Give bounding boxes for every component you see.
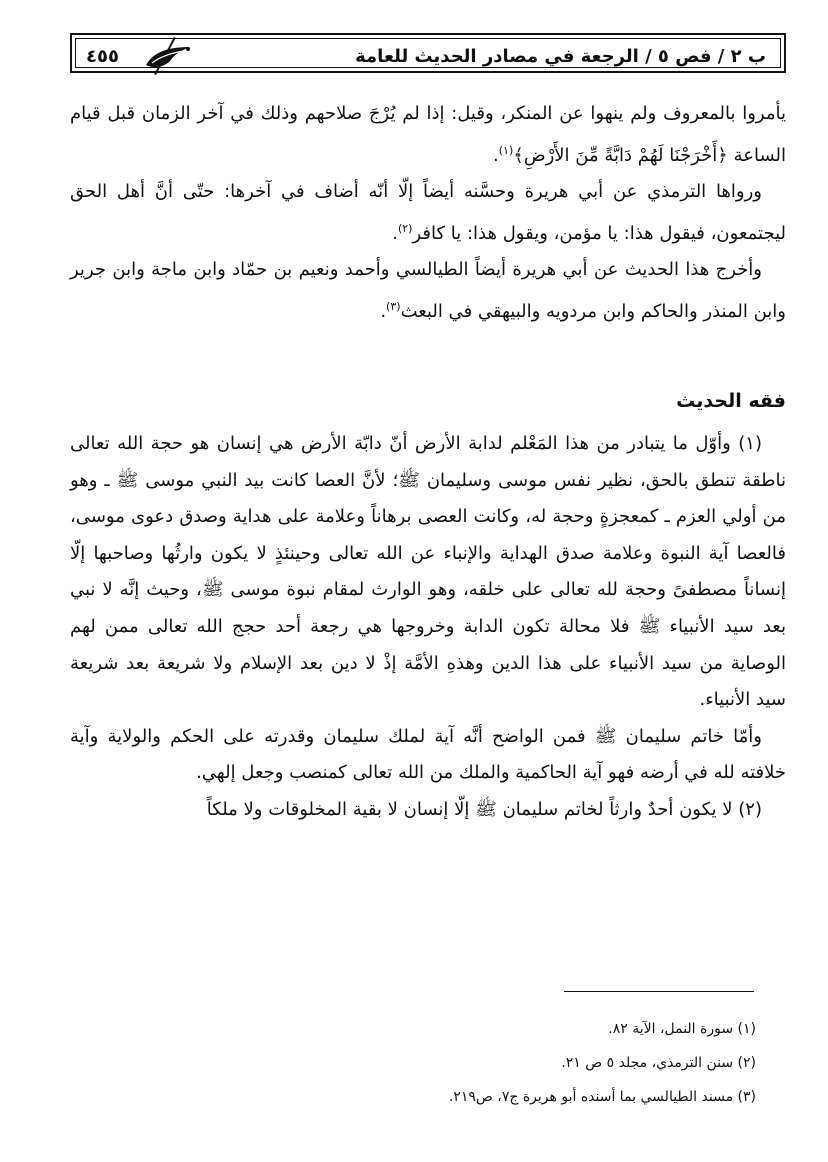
page-header <box>70 33 786 73</box>
paragraph <box>70 96 786 174</box>
footnotes <box>196 1012 756 1114</box>
page-number: ٤٥٥ <box>86 46 119 67</box>
paragraph-text: يأمروا بالمعروف ولم ينهوا عن المنكر، وقيل: إذا لم يُرْجَ صلاحهم وذلك في آخر الزمان قبل قيام الساعة ﴿أَخْرَجْنَا لَهُمْ دَابَّةً مِّنَ الأَرْضِ﴾ <box>70 103 786 166</box>
body-text <box>70 96 786 330</box>
section-heading: فقه الحديث <box>676 390 786 412</box>
section-text <box>70 426 786 829</box>
paragraph-text: وأخرج هذا الحديث عن أبي هريرة أيضاً الطيالسي وأحمد ونعيم بن حمّاد وابن ماجة وابن جرير وابن المنذر والحاكم وابن مردويه والبيهقي في البعث <box>70 259 786 322</box>
footnote: (٢) سنن الترمذي، مجلد ٥ ص ٢١. <box>561 1055 756 1071</box>
paragraph: (٢) لا يكون أحدٌ وارثاً لخاتم سليمان ﷺ إلّا إنسان لا بقية المخلوقات ولا ملكاً <box>206 798 762 820</box>
footnote: (٣) مسند الطيالسي بما أسنده أبو هريرة ج٧، ص٢١٩. <box>448 1089 756 1105</box>
footnote-separator <box>564 991 754 992</box>
punctuation: . <box>380 300 387 322</box>
paragraph-text: ورواها الترمذي عن أبي هريرة وحسَّنه أيضاً إلّا أنّه أضاف في آخرها: حتّى أنَّ أهل الحق ليجتمعون، فيقول هذا: يا مؤمن، ويقول هذا: يا كافر <box>70 181 786 244</box>
footnote-ref: (١) <box>498 143 514 157</box>
paragraph: (١) وأوّل ما يتبادر من هذا المَعْلم لدابة الأرض أنّ دابّة الأرض هي إنسان هو حجة الله تعالى ناطقة تنطق بالحق، نظير نفس موسى وسليمان ﷺ؛ لأنَّ العصا كانت بيد النبي موسى ﷺ ـ وهو من أولي العزم ـ كمعجزةٍ وحجة له، وكانت العصى برهاناً وعلامة على هداية وصدق دعوى موسى، فالعصا آية النبوة وعلامة صدق الهداية والإنباء عن الله تعالى وحينئذٍ لا يكون وارثُها وصاحبها إلّا إنساناً مصطفىً وحجة لله تعالى على خلقه، وهو الوارث لمقام نبوة موسى ﷺ، وحيث إنَّه لا نبي بعد سيد الأنبياء ﷺ فلا محالة تكون الدابة وخروجها هي رجعة أحد حجج الله تعالى ممن لهم الوصاية من سيد الأنبياء على هذا الدين وهذهِ الأمَّة إذْ لا دين بعد الإسلام ولا شريعة بعد شريعة سيد الأنبياء. <box>70 433 786 711</box>
punctuation: . <box>392 222 398 244</box>
footnote-ref: (٣) <box>386 299 401 313</box>
ornament-icon <box>140 41 198 73</box>
header-inner-frame <box>75 38 781 68</box>
paragraph <box>70 174 786 252</box>
footnote: (١) سورة النمل، الآية ٨٢. <box>608 1021 756 1037</box>
paragraph: وأمّا خاتم سليمان ﷺ فمن الواضح أنَّه آية لملك سليمان وقدرته على الحكم والولاية وآية خلافته لله في أرضه فهو آية الحاكمية والملك من الله تعالى كمنصب وجعل إلهي. <box>70 725 786 784</box>
punctuation: . <box>493 144 499 166</box>
paragraph <box>70 252 786 330</box>
running-title: ب ٢ / فص ٥ / الرجعة في مصادر الحديث للعامة <box>355 46 766 67</box>
footnote-ref: (٢) <box>397 221 413 235</box>
